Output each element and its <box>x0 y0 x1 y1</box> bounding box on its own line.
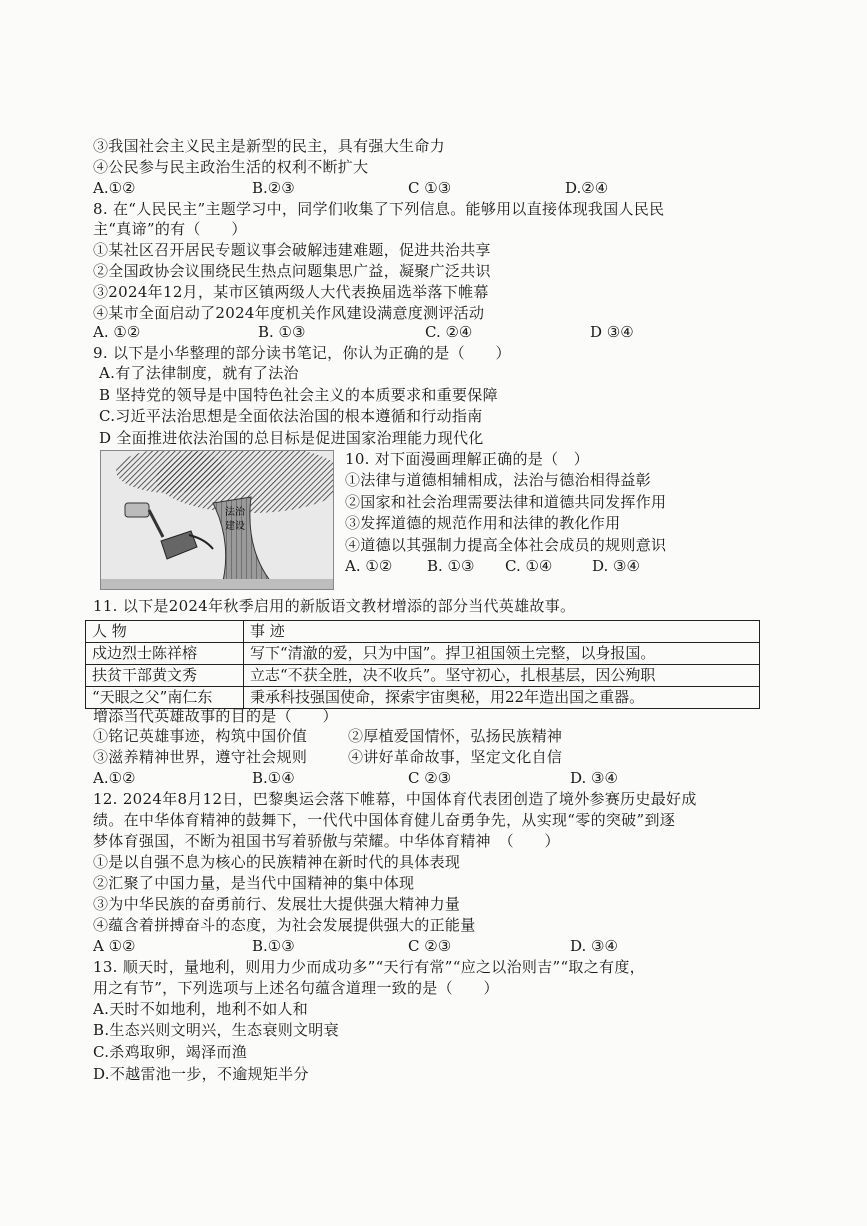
q10-item-2: ②国家和社会治理需要法律和道德共同发挥作用 <box>345 493 667 511</box>
q11-item-4: ④讲好革命故事，坚定文化自信 <box>348 748 563 766</box>
q12-choice-a: A ①② <box>93 937 136 955</box>
q13-stem-line2: 用之有节”，下列选项与上述名句蕴含道理一致的是（ ） <box>93 979 499 997</box>
q9-option-a: A.有了法律制度，就有了法治 <box>99 364 299 382</box>
q8-item-2: ②全国政协会议围绕民生热点问题集思广益，凝聚广泛共识 <box>93 262 491 280</box>
q11-question: 增添当代英雄故事的目的是（ ） <box>93 707 338 725</box>
hero-name: “天眼之父”南仁东 <box>86 687 244 709</box>
q12-item-1: ①是以自强不息为核心的民族精神在新时代的具体表现 <box>93 853 461 871</box>
hero-deeds: 秉承科技强国使命，探索宇宙奥秘，用22年造出国之重器。 <box>244 687 760 709</box>
q13-stem-line1: 13. 顺天时，量地利，则用力少而成功多”“天行有常”“应之以治则吉”“取之有度， <box>93 958 645 976</box>
q8-item-3: ③2024年12月，某市区镇两级人大代表换届选举落下帷幕 <box>93 283 489 301</box>
q11-item-1: ①铭记英雄事迹，构筑中国价值 <box>93 727 308 745</box>
q12-choice-d: D. ③④ <box>570 937 618 955</box>
q9-stem: 9. 以下是小华整理的部分读书笔记，你认为正确的是（ ） <box>93 344 511 362</box>
q7-choice-b: B.②③ <box>252 179 295 197</box>
header-person: 人 物 <box>86 621 244 643</box>
q13-option-c: C.杀鸡取卵，竭泽而渔 <box>93 1043 248 1061</box>
q7-option-4: ④公民参与民主政治生活的权利不断扩大 <box>93 158 369 176</box>
q12-item-2: ②汇聚了中国力量，是当代中国精神的集中体现 <box>93 874 415 892</box>
q12-stem-line1: 12. 2024年8月12日，巴黎奥运会落下帷幕，中国体育代表团创造了境外参赛历史最好成 <box>93 790 697 808</box>
q12-choice-c: C ②③ <box>408 937 452 955</box>
hero-deeds: 写下“清澈的爱，只为中国”。捍卫祖国领土完整，以身报国。 <box>244 643 760 665</box>
q11-choice-a: A.①② <box>93 769 136 787</box>
q11-choice-b: B.①④ <box>252 769 295 787</box>
q10-choice-d: D. ③④ <box>592 557 640 575</box>
q12-item-4: ④蕴含着拼搏奋斗的态度，为社会发展提供强大的正能量 <box>93 916 476 934</box>
q10-stem: 10. 对下面漫画理解正确的是（ ） <box>345 450 590 468</box>
q12-stem-line3: 梦体育强国，不断为祖国书写着骄傲与荣耀。中华体育精神 （ ） <box>93 832 560 850</box>
q7-choice-a: A.①② <box>93 179 136 197</box>
q10-item-4: ④道德以其强制力提高全体社会成员的规则意识 <box>345 536 667 554</box>
q8-stem-line2: 主“真谛”的有（ ） <box>93 220 247 238</box>
q9-option-c: C.习近平法治思想是全面依法治国的根本遵循和行动指南 <box>99 407 483 425</box>
q11-item-2: ②厚植爱国情怀，弘扬民族精神 <box>348 727 563 745</box>
q8-item-1: ①某社区召开居民专题议事会破解违建难题，促进共治共享 <box>93 241 491 259</box>
heroes-table <box>85 620 760 709</box>
q12-choice-b: B.①③ <box>252 937 295 955</box>
tree-illustration <box>101 451 333 589</box>
q8-stem-line1: 8. 在“人民民主”主题学习中，同学们收集了下列信息。能够用以直接体现我国人民民 <box>93 200 665 218</box>
q8-choice-a: A. ①② <box>93 323 141 341</box>
q10-choice-c: C. ①④ <box>505 557 553 575</box>
q7-choice-d: D.②④ <box>565 179 609 197</box>
q12-item-3: ③为中华民族的奋勇前行、发展壮大提供强大精神力量 <box>93 895 461 913</box>
q11-choice-c: C ②③ <box>408 769 452 787</box>
table-header-row <box>86 621 760 643</box>
q7-choice-c: C ①③ <box>408 179 452 197</box>
table-row <box>86 643 760 665</box>
q8-item-4: ④某市全面启动了2024年度机关作风建设满意度测评活动 <box>93 304 485 322</box>
q9-option-d: D 全面推进依法治国的总目标是促进国家治理能力现代化 <box>99 429 484 447</box>
q13-option-b: B.生态兴则文明兴，生态衰则文明衰 <box>93 1021 339 1039</box>
q11-stem: 11. 以下是2024年秋季启用的新版语文教材增添的部分当代英雄故事。 <box>93 597 576 615</box>
q13-option-a: A.天时不如地利，地利不如人和 <box>93 1000 309 1018</box>
q10-item-3: ③发挥道德的规范作用和法律的教化作用 <box>345 514 621 532</box>
q8-choice-c: C. ②④ <box>425 323 473 341</box>
svg-text:法治: 法治 <box>225 507 245 518</box>
q10-choice-b: B. ①③ <box>427 557 475 575</box>
q8-choice-b: B. ①③ <box>258 323 306 341</box>
q11-choice-d: D. ③④ <box>570 769 618 787</box>
q7-option-3: ③我国社会主义民主是新型的民主，具有强大生命力 <box>93 137 445 155</box>
q9-option-b: B 坚持党的领导是中国特色社会主义的本质要求和重要保障 <box>99 386 498 404</box>
law-tree-cartoon <box>100 450 334 590</box>
table-row <box>86 665 760 687</box>
svg-text:建设: 建设 <box>225 521 245 532</box>
hero-name: 扶贫干部黄文秀 <box>86 665 244 687</box>
hero-name: 戍边烈士陈祥榕 <box>86 643 244 665</box>
q10-choice-a: A. ①② <box>345 557 393 575</box>
header-deeds: 事 迹 <box>244 621 760 643</box>
q10-item-1: ①法律与道德相辅相成，法治与德治相得益彰 <box>345 471 652 489</box>
q8-choice-d: D ③④ <box>590 323 634 341</box>
q11-item-3: ③滋养精神世界，遵守社会规则 <box>93 748 308 766</box>
q13-option-d: D.不越雷池一步，不逾规矩半分 <box>93 1065 309 1083</box>
hero-deeds: 立志“不获全胜，决不收兵”。坚守初心，扎根基层，因公殉职 <box>244 665 760 687</box>
q12-stem-line2: 绩。在中华体育精神的鼓舞下，一代代中国体育健儿奋勇争先，从实现“零的突破”到逐 <box>93 811 676 829</box>
